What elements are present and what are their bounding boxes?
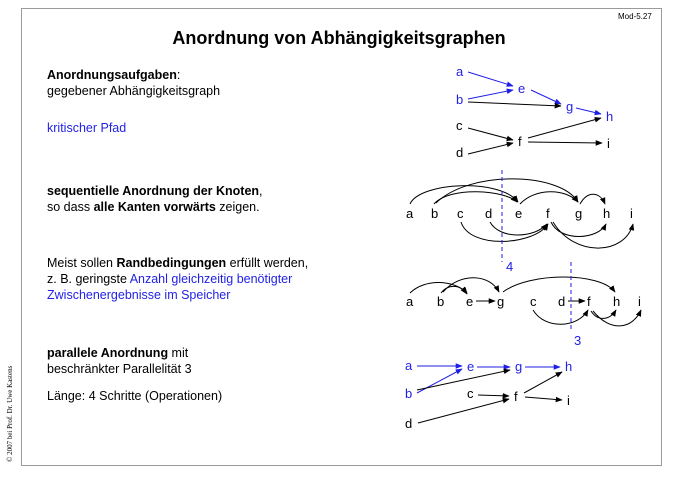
seq1-node-h: h	[603, 206, 611, 221]
seq1-node-g: g	[575, 206, 583, 221]
parallel-length-text: Länge: 4 Schritte (Operationen)	[47, 389, 223, 403]
seq2-edge-f-i	[593, 310, 641, 326]
dep-node-a: a	[456, 64, 464, 79]
parallel-order	[405, 358, 572, 431]
given-graph-text: gegebener Abhängigkeitsgraph	[47, 84, 221, 98]
seq1-edge-f-h	[551, 222, 606, 237]
seq1-node-e: e	[515, 206, 523, 221]
seq2-node-g: g	[497, 294, 505, 309]
dep-node-e: e	[518, 81, 526, 96]
seq1-node-b: b	[431, 206, 439, 221]
par-edge-c-f	[478, 395, 509, 396]
dep-critical-edges	[468, 72, 601, 114]
par-edge-b-g	[417, 370, 510, 390]
page-title: Anordnung von Abhängigkeitsgraphen	[172, 28, 506, 48]
seq2-edges	[410, 277, 641, 326]
dep-node-c: c	[456, 118, 463, 133]
par-node-c: c	[467, 386, 474, 401]
dep-edge-b-e	[468, 90, 513, 99]
dep-edge-c-f	[468, 128, 513, 140]
seq1-node-c: c	[457, 206, 464, 221]
seq1-edge-g-h	[580, 194, 605, 204]
seq1-node-f: f	[546, 206, 550, 221]
critical-path-label: kritischer Pfad	[47, 121, 127, 135]
sequential-order-2	[406, 262, 641, 348]
seq2-edge-g-h	[503, 277, 615, 292]
constraints-prefix: Meist sollen	[47, 256, 117, 270]
dep-node-g: g	[566, 99, 574, 114]
sequential-bold: sequentielle Anordnung der Knoten	[47, 184, 260, 198]
par-edge-d-f	[418, 399, 509, 423]
parallel-line-2: beschränkter Parallelität 3	[47, 362, 192, 376]
seq1-edge-f-i	[553, 222, 633, 248]
dep-edge-f-h	[528, 118, 601, 138]
constraints-example-prefix: z. B. geringste	[47, 272, 130, 286]
edges-forward-bold: alle Kanten vorwärts	[93, 200, 216, 214]
par-node-b: b	[405, 386, 413, 401]
seq2-node-c: c	[530, 294, 537, 309]
seq2-node-h: h	[613, 294, 621, 309]
dep-node-b: b	[456, 92, 464, 107]
dep-edge-a-e	[468, 72, 513, 86]
dep-blue-nodes	[456, 64, 613, 124]
dep-edge-d-f	[468, 143, 513, 154]
seq1-node-i: i	[630, 206, 633, 221]
dep-edge-b-g	[468, 102, 561, 106]
dep-edge-g-h	[576, 108, 601, 114]
seq1-edge-b-g	[436, 179, 578, 203]
seq2-edge-b-g	[443, 278, 499, 292]
par-node-i: i	[567, 393, 570, 408]
dep-node-f: f	[518, 134, 522, 149]
dep-node-h: h	[606, 109, 614, 124]
copyright-notice: © 2007 bei Prof. Dr. Uwe Kastens	[6, 365, 14, 462]
sequential-prefix: so dass	[47, 200, 94, 214]
seq2-node-i: i	[638, 294, 641, 309]
dep-edge-e-g	[531, 90, 561, 104]
sequential-order-1	[406, 170, 633, 274]
par-edge-b-e	[417, 369, 462, 393]
seq1-node-a: a	[406, 206, 414, 221]
slide-id: Mod-5.27	[618, 12, 652, 21]
constraints-line-3: Zwischenergebnisse im Speicher	[47, 288, 231, 302]
par-critical-edges	[417, 366, 560, 393]
intermediate-count-text: Anzahl gleichzeitig benötigter	[129, 272, 293, 286]
par-edges	[417, 370, 562, 423]
par-node-g: g	[515, 359, 523, 374]
seq2-node-e: e	[466, 294, 474, 309]
seq2-node-a: a	[406, 294, 414, 309]
seq2-node-f: f	[587, 294, 591, 309]
seq1-edge-b-e	[434, 192, 517, 204]
seq2-node-d: d	[558, 294, 566, 309]
par-node-f: f	[514, 389, 518, 404]
dep-edge-f-i	[528, 142, 602, 143]
par-node-a: a	[405, 358, 413, 373]
par-node-e: e	[467, 359, 475, 374]
sequential-comma: ,	[259, 184, 263, 198]
heading-colon: :	[176, 68, 181, 82]
seq2-edge-f-h	[591, 310, 616, 318]
par-node-h: h	[565, 359, 573, 374]
parallel-bold: parallele Anordnung	[47, 346, 169, 360]
seq1-cut-label: 4	[506, 259, 514, 274]
constraints-suffix: erfüllt werden,	[226, 256, 309, 270]
constraints-bold: Randbedingungen	[116, 256, 227, 270]
sequential-suffix: zeigen.	[215, 200, 260, 214]
dep-node-i: i	[607, 136, 610, 151]
par-edge-f-h	[524, 372, 562, 393]
par-node-d: d	[405, 416, 413, 431]
dep-node-d: d	[456, 145, 464, 160]
par-edge-f-i	[525, 397, 562, 400]
parallel-suffix: mit	[168, 346, 189, 360]
seq2-cut-label: 3	[574, 333, 582, 348]
dependency-graph	[456, 64, 613, 160]
seq2-node-b: b	[437, 294, 445, 309]
ordering-tasks-heading: Anordnungsaufgaben	[47, 68, 177, 82]
seq2-edge-a-e	[410, 282, 467, 293]
par-blue-nodes	[405, 358, 572, 401]
seq1-node-d: d	[485, 206, 493, 221]
seq1-edge-e-g	[520, 192, 578, 204]
seq2-edge-c-f	[533, 310, 588, 324]
